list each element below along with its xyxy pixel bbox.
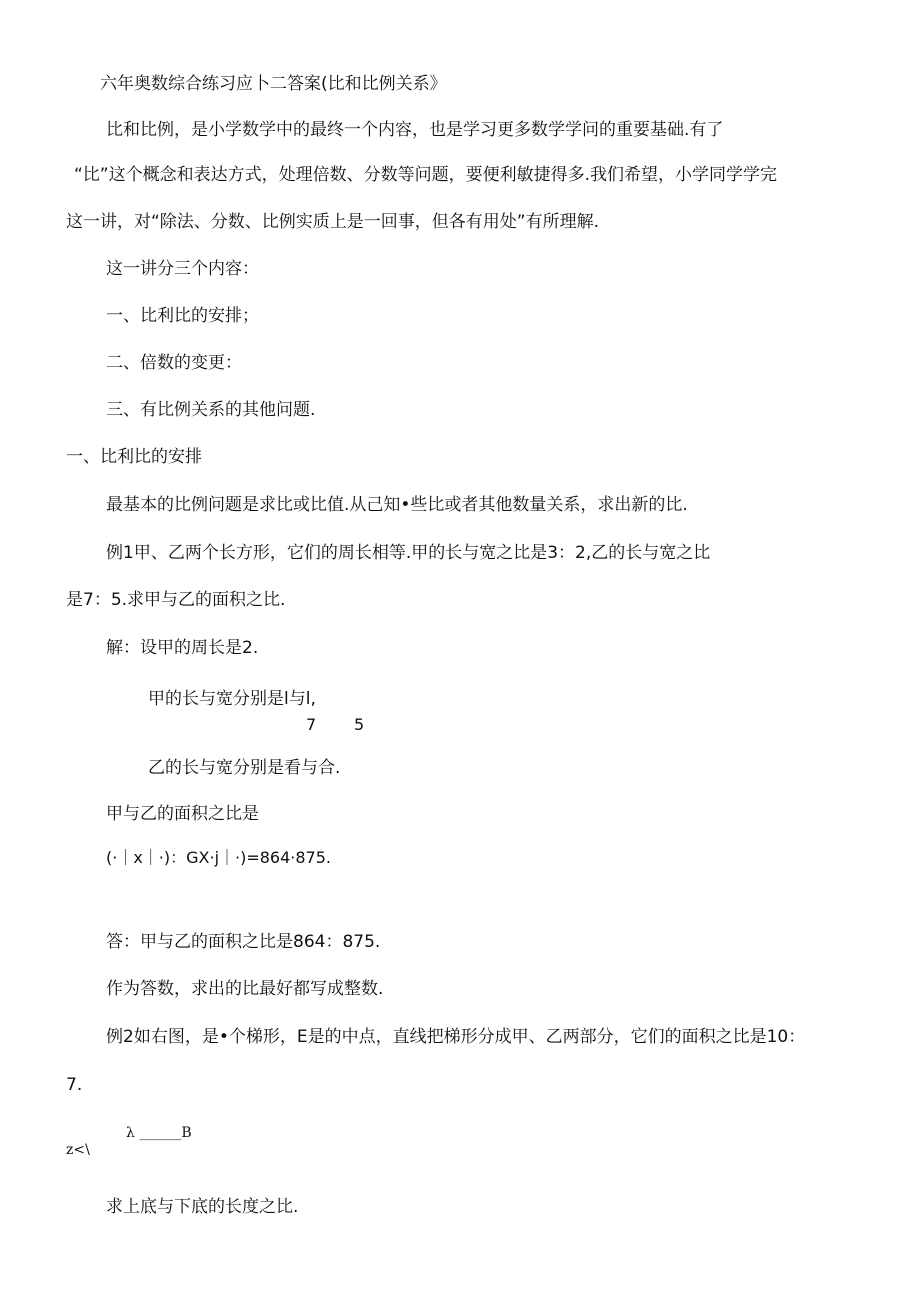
section-description: 最基本的比例问题是求比或比值.从己知•些比或者其他数量关系，求出新的比. (106, 495, 688, 515)
example1-line-1: 例1甲、乙两个长方形，它们的周长相等.甲的长与宽之比是3：2,乙的长与宽之比 (106, 543, 711, 563)
outline-item-2: 二、倍数的变更： (106, 353, 242, 373)
example2-line-2: 7. (66, 1075, 83, 1095)
figure-left-label: z<\ (66, 1142, 90, 1158)
intro-line-3: 这一讲，对“除法、分数、比例实质上是一回事，但各有用处”有所理解. (66, 212, 600, 232)
figure-top-label: λ ______B (126, 1125, 192, 1141)
solution-line: 解：设甲的周长是2. (106, 638, 259, 658)
ratio-intro: 甲与乙的面积之比是 (106, 804, 259, 824)
fraction-denominator-7: 7 (306, 715, 317, 734)
jia-dimensions: 甲的长与宽分别是l与l, (148, 689, 316, 709)
intro-line-1: 比和比例，是小学数学中的最终一个内容，也是学习更多数学学问的重要基础.有了 (106, 120, 724, 140)
example1-line-2: 是7：5.求甲与乙的面积之比. (66, 590, 286, 610)
example2-question: 求上底与下底的长度之比. (106, 1197, 299, 1217)
outline-heading: 这一讲分三个内容： (106, 259, 259, 279)
document-title: 六年奥数综合练习应卜二答案(比和比例关系》 (100, 74, 447, 94)
outline-item-1: 一、比利比的安排； (106, 306, 259, 326)
example2-line-1: 例2如右图，是•个梯形，E是的中点，直线把梯形分成甲、乙两部分，它们的面积之比是10： (106, 1027, 806, 1047)
fraction-denominator-5: 5 (354, 715, 365, 734)
example1-answer: 答：甲与乙的面积之比是864：875. (106, 932, 381, 952)
example1-note: 作为答数，求出的比最好都写成整数. (106, 979, 384, 999)
section-heading: 一、比利比的安排 (66, 447, 202, 467)
intro-line-2: “比”这个概念和表达方式，处理倍数、分数等问题，要便利敏捷得多.我们希望，小学同学学完 (74, 165, 778, 185)
outline-item-3: 三、有比例关系的其他问题. (106, 400, 316, 420)
yi-dimensions: 乙的长与宽分别是看与合. (148, 758, 341, 778)
ratio-formula: (·｜x｜·)：GX·j｜·)=864·875. (106, 848, 332, 867)
